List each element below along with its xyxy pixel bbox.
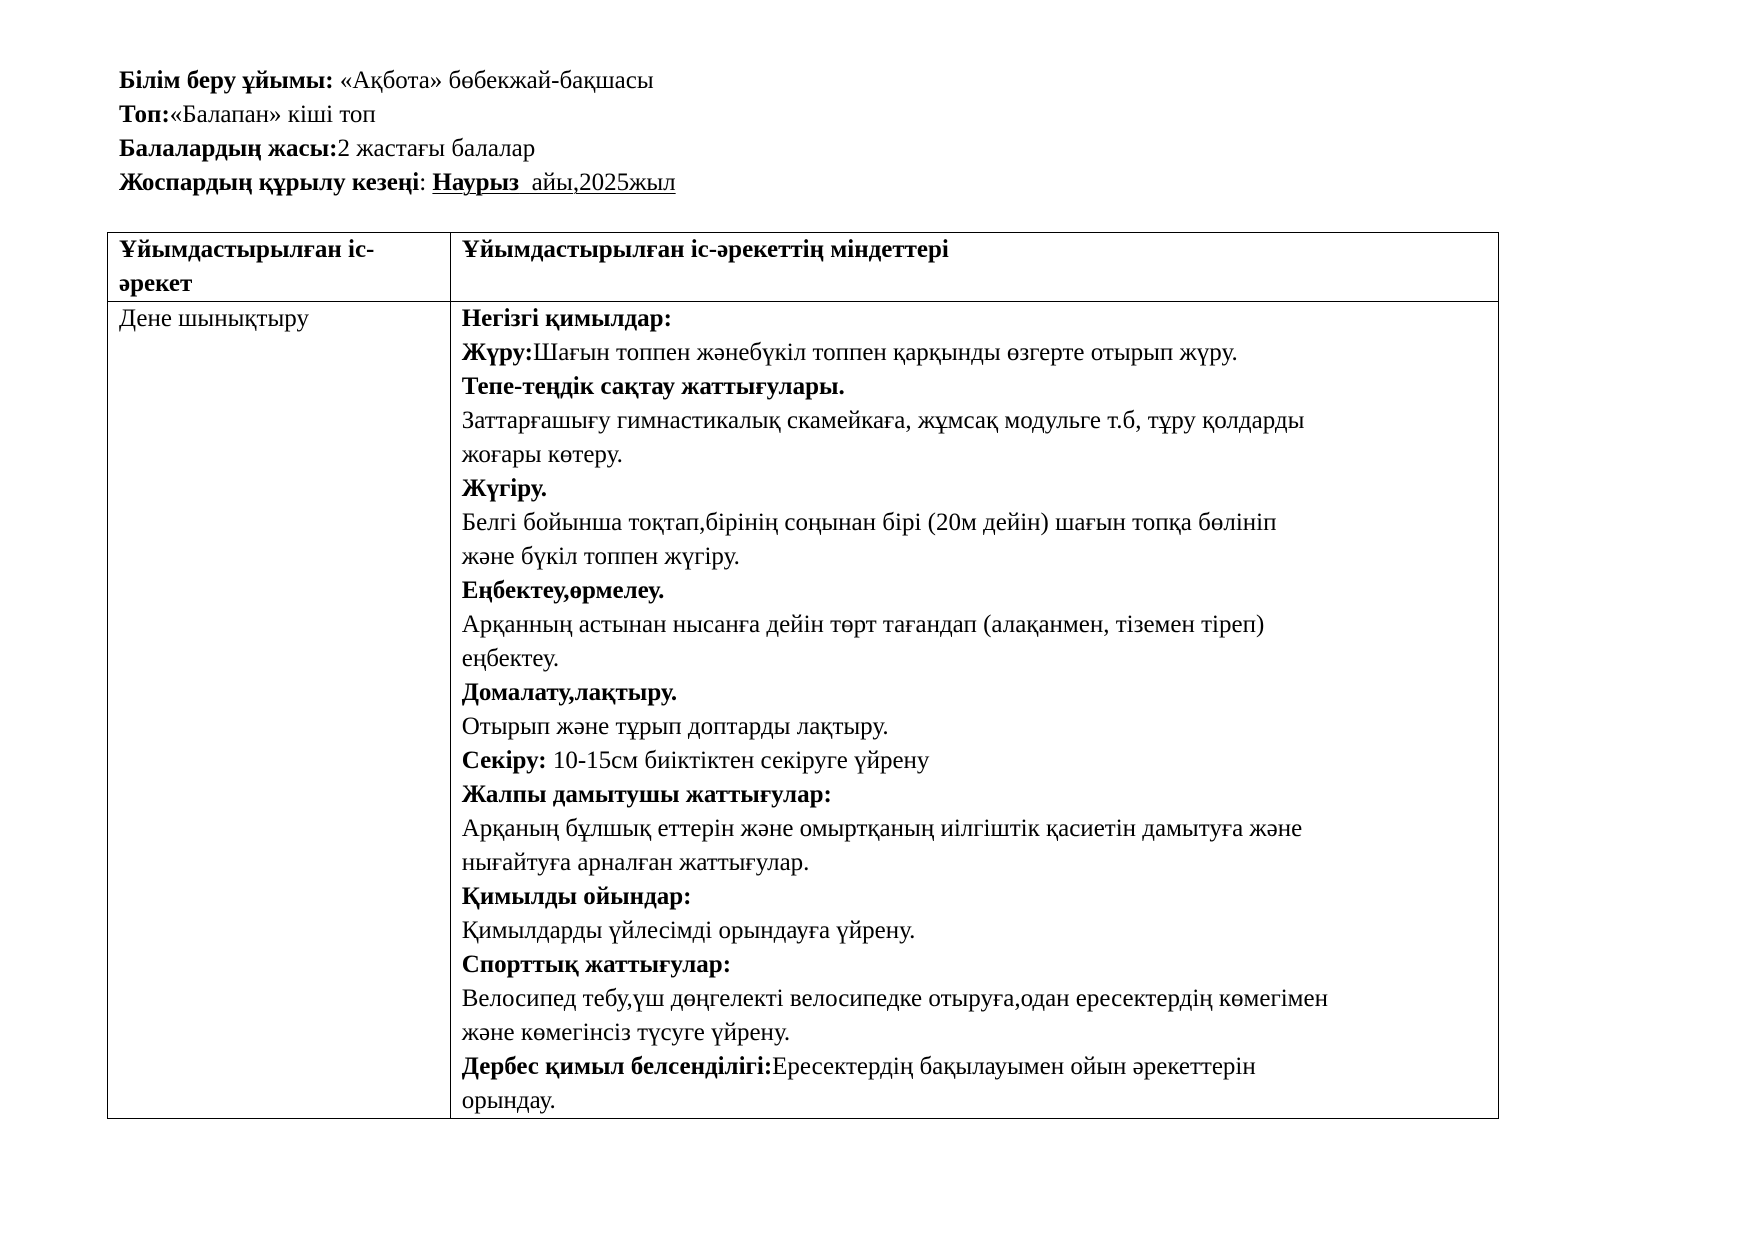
balance-text-1: Заттарғашығу гимнастикалық скамейкаға, жұмсақ модульге т.б, тұру қолдарды <box>461 407 1305 434</box>
organization-line <box>119 64 676 98</box>
header-cell-activity <box>108 233 451 302</box>
walking-line <box>462 336 1488 370</box>
general-exercises-text-1: Арқаның бұлшық еттерін және омыртқаның иілгіштік қасиетін дамытуға және <box>461 815 1303 842</box>
table-header-row <box>108 233 1499 302</box>
sport-exercises-text-2: және көмегінсіз түсуге үйрену. <box>461 1019 791 1046</box>
jumping-label: Секіру: <box>461 747 547 774</box>
period-line <box>119 166 676 200</box>
independent-activity-label: Дербес қимыл белсенділігі: <box>461 1053 773 1080</box>
jumping-text: 10-15см биіктіктен секіруге үйрену <box>546 747 930 774</box>
independent-activity-text-1: Ересектердің бақылауымен ойын әрекеттерін <box>772 1053 1256 1080</box>
age-line <box>119 132 676 166</box>
general-exercises-title: Жалпы дамытушы жаттығулар: <box>461 781 832 808</box>
age-value: 2 жастағы балалар <box>337 135 536 162</box>
movement-games-text: Қимылдарды үйлесімді орындауға үйрену. <box>461 917 916 944</box>
independent-activity-text-2: орындау. <box>461 1087 556 1114</box>
balance-text-2: жоғары көтеру. <box>461 441 623 468</box>
age-label: Балалардың жасы: <box>119 135 338 162</box>
rolling-text: Отырып және тұрып доптарды лақтыру. <box>461 713 889 740</box>
walking-label: Жүру: <box>461 339 534 366</box>
general-exercises-text-2: нығайтуға арналған жаттығулар. <box>461 849 810 876</box>
group-line <box>119 98 676 132</box>
tasks-cell <box>450 302 1498 1119</box>
running-title: Жүгіру. <box>461 475 548 502</box>
group-value: «Балапан» кіші топ <box>169 101 376 128</box>
activity-name: Дене шынықтыру <box>119 305 309 332</box>
crawling-title: Еңбектеу,өрмелеу. <box>461 577 665 604</box>
activity-cell <box>108 302 451 1119</box>
walking-text: Шағын топпен жәнебүкіл топпен қарқынды өзгерте отырып жүру. <box>533 339 1238 366</box>
period-colon: : <box>419 169 433 196</box>
period-month: Наурыз <box>432 169 520 196</box>
plan-table <box>107 232 1499 1119</box>
table-row <box>108 302 1499 1119</box>
main-movements-title: Негізгі қимылдар: <box>461 305 672 332</box>
header-cell-tasks <box>450 233 1498 302</box>
sport-exercises-title: Спорттық жаттығулар: <box>461 951 732 978</box>
crawling-text-2: еңбектеу. <box>461 645 560 672</box>
header-activity-line2: әрекет <box>119 270 193 297</box>
period-rest: айы,2025жыл <box>519 169 676 196</box>
organization-value: «Ақбота» бөбекжай-бақшасы <box>333 67 654 94</box>
group-label: Топ: <box>119 101 170 128</box>
sport-exercises-text-1: Велосипед тебу,үш дөңгелекті велосипедке отыруға,одан ересектердің көмегімен <box>461 985 1328 1012</box>
crawling-text-1: Арқанның астынан нысанға дейін төрт тағандап (алақанмен, тіземен тіреп) <box>461 611 1265 638</box>
document-header <box>119 64 676 200</box>
movement-games-title: Қимылды ойындар: <box>461 883 692 910</box>
running-text-2: және бүкіл топпен жүгіру. <box>461 543 740 570</box>
organization-label: Білім беру ұйымы: <box>119 67 334 94</box>
balance-title: Тепе-теңдік сақтау жаттығулары. <box>461 373 845 400</box>
independent-activity-line <box>462 1050 1488 1084</box>
header-tasks-text: Ұйымдастырылған іс-әрекеттің міндеттері <box>461 236 949 263</box>
jumping-line <box>462 744 1488 778</box>
period-label: Жоспардың құрылу кезеңі <box>119 169 420 196</box>
running-text-1: Белгі бойынша тоқтап,бірінің соңынан бірі (20м дейін) шағын топқа бөлініп <box>461 509 1277 536</box>
header-activity-line1: Ұйымдастырылған іс- <box>119 236 375 263</box>
rolling-title: Домалату,лақтыру. <box>461 679 678 706</box>
